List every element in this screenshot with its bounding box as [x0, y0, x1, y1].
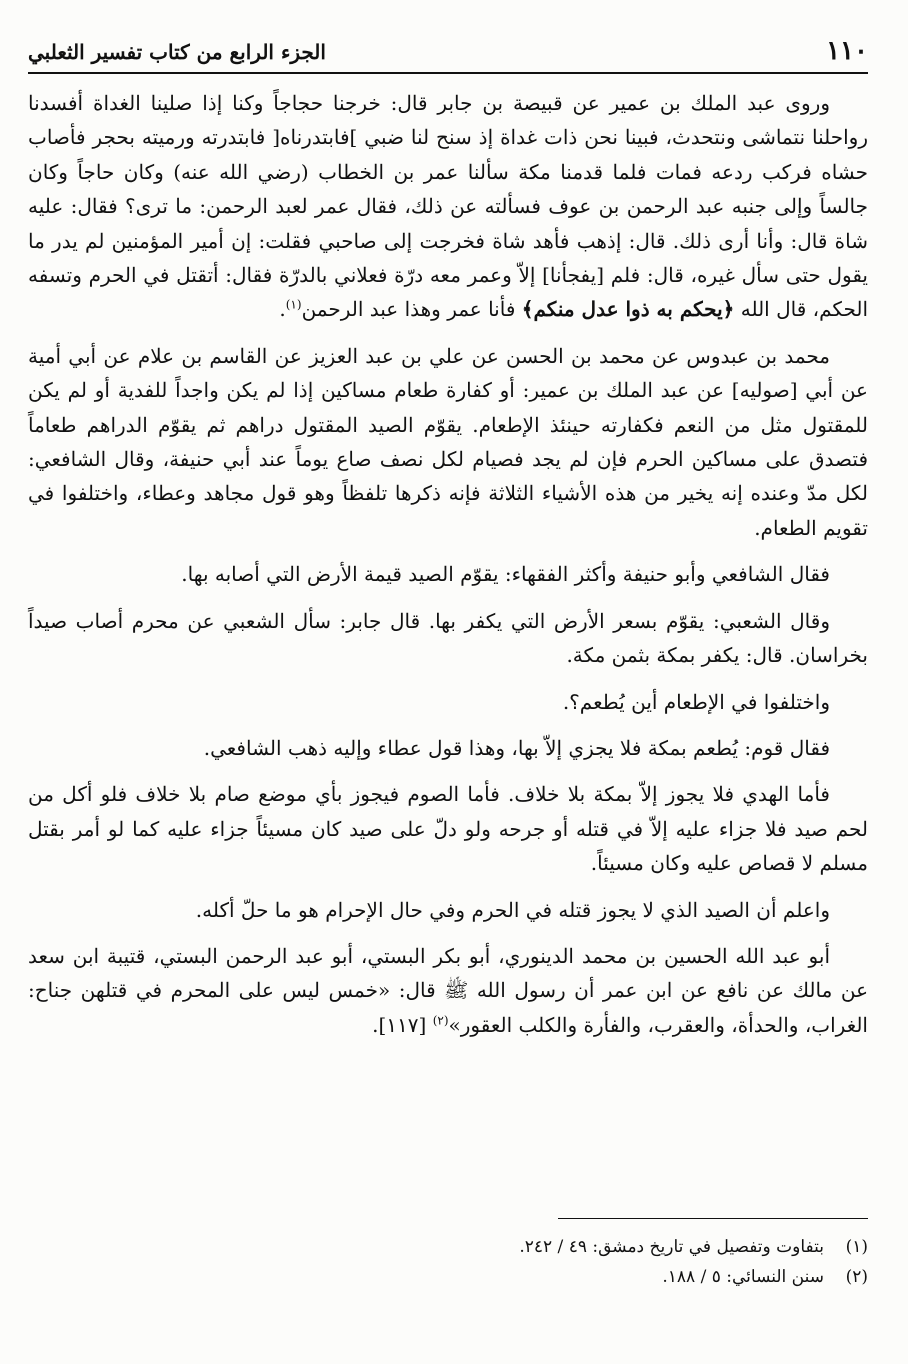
footnotes — [28, 1232, 868, 1292]
page-number: ١١٠ — [826, 36, 868, 66]
footnote-separator — [558, 1218, 868, 1219]
running-title: الجزء الرابع من كتاب تفسير الثعلبي — [28, 40, 326, 64]
footnote-ref: (٢) — [432, 1013, 449, 1028]
main-text — [28, 86, 868, 1054]
footnote — [28, 1232, 868, 1262]
footnote — [28, 1262, 868, 1292]
paragraph: فقال قوم: يُطعم بمكة فلا يجزي إلاّ بها، وهذا قول عطاء وإليه ذهب الشافعي. — [203, 735, 830, 760]
footnote-text: سنن النسائي: ٥ / ١٨٨. — [662, 1267, 824, 1287]
paragraph: محمد بن عبدوس عن محمد بن الحسن عن علي بن عبد العزيز عن القاسم بن علام عن أبي أمية عن أبي [صوليه] عن عبد الملك بن عمير: أو كفارة طعام مساكين إذا لم يكن واجداً للفدية أو لم يكن للمقتول مثل من النعم فكفارته حينئذ الإطعام. يقوّم الصيد المقتول دراهم ثم يقوّم الدراهم طعاماً فتصدق على مساكين الحرم فإن لم يجد فصيام لكل نصف صاع يوماً عند أبي حنيفة، وقال الشافعي: لكل مدّ وعنده إنه يخير من هذه الأشياء الثلاثة فإنه ذكرها تلفظاً وهو قول مجاهد وعطاء، واختلفوا في تقويم الطعام. — [28, 343, 869, 540]
paragraph: واعلم أن الصيد الذي لا يجوز قتله في الحرم وفي حال الإحرام هو ما حلّ أكله. — [195, 897, 830, 922]
footnote-text: بتفاوت وتفصيل في تاريخ دمشق: ٤٩ / ٢٤٢. — [519, 1237, 824, 1257]
paragraph: فأما الهدي فلا يجوز إلاّ بمكة بلا خلاف. فأما الصوم فيجوز بأي موضع صام بلا خلاف فلو أكل من لحم صيد فلا جزاء عليه إلاّ في قتله أو جرحه ولو دلّ على صيد كان مسيئاً جزاء عليه كما لو أمر بقتل مسلم لا قصاص عليه وكان مسيئاً. — [28, 782, 868, 876]
paragraph: واختلفوا في الإطعام أين يُطعم؟. — [562, 689, 830, 714]
quran-verse: ﴿يحكم به ذوا عدل منكم﴾ — [521, 297, 735, 322]
paragraph: وقال الشعبي: يقوّم بسعر الأرض التي يكفر بها. قال جابر: سأل الشعبي عن محرم أصاب صيداً بخراسان. قال: يكفر بمكة بثمن مكة. — [28, 608, 868, 668]
footnote-number: (١) — [845, 1237, 868, 1257]
paragraph: فقال الشافعي وأبو حنيفة وأكثر الفقهاء: يقوّم الصيد قيمة الأرض التي أصابه بها. — [181, 562, 830, 587]
page-header — [28, 22, 868, 74]
paragraph: أبو عبد الله الحسين بن محمد الدينوري، أبو بكر البستي، أبو عبد الرحمن البستي، قتيبة ابن سعد عن مالك عن نافع عن ابن عمر أن رسول الله ﷺ قال: «خمس ليس على المحرم في قتلهن جناح: الغراب، والحدأة، والعقرب، والفأرة والكلب العقور»$^{(٢)}$ [١١٧]. — [28, 943, 868, 1037]
footnote-number: (٢) — [845, 1267, 868, 1287]
footnote-ref: (١) — [285, 297, 302, 312]
paragraph: وروى عبد الملك بن عمير عن قبيصة بن جابر قال: خرجنا حجاجاً وكنا إذا صلينا الغداة أفسدنا رواحلنا نتماشى ونتحدث، فبينا نحن ذات غداة إذ سنح لنا ضبي ]فابتدرناه[ فابتدرته ورميته بحجر فأصاب حشاه فركب ردعه فمات فلما قدمنا مكة سألنا عمر بن الخطاب (رضي الله عنه) وكان حاجاً وكان جالساً وإلى جنبه عبد الرحمن بن عوف فسألته عن ذلك، فقال عمر لعبد الرحمن: ما ترى؟ فقال: عليه شاة قال: وأنا أرى ذلك. قال: إذهب فأهد شاة فخرجت إلى صاحبي فقلت: إن أمير المؤمنين لم يدر ما يقول حتى سأل غيره، قال: فلم [يفجأنا] إلاّ وعمر معه درّة فعلاني بالدرّة فقال: أتقتل في الحرم وتسفه الحكم، قال الله ﴿يحكم به ذوا عدل منكم﴾ فأنا عمر وهذا عبد الرحمن$^{(١)}$. — [28, 91, 868, 322]
